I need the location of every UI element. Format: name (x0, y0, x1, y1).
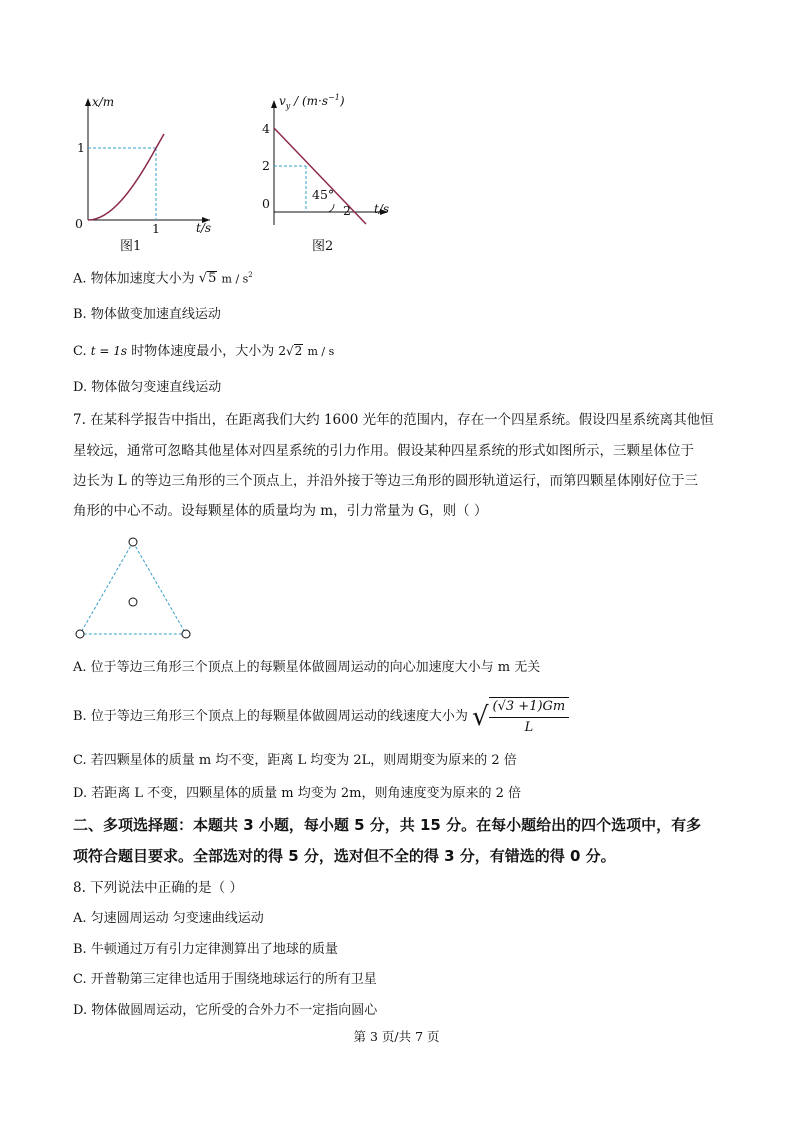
fig2-angle-arc (328, 204, 334, 212)
section2-line2: 项符合题目要求。全部选对的得 5 分，选对但不全的得 3 分，有错选的得 0 分。 (73, 847, 616, 865)
fig1-t-label: t/s (196, 221, 212, 235)
q7-b-fraction: $\frac{(√3 +1)Gm}{L}$ (489, 697, 570, 737)
q6-option-b[interactable]: B. 物体做变加速直线运动 (73, 307, 221, 322)
q7-stem-line3: 边长为 L 的等边三角形的三个顶点上，并沿外接于等边三角形的圆形轨道运行，而第四颗星体刚好位于三 (73, 473, 699, 489)
q7-star-left (76, 630, 84, 638)
fig1-origin: 0 (75, 216, 83, 231)
q7-option-b[interactable]: B. 位于等边三角形三个顶点上的每颗星体做圆周运动的线速度大小为 √ $\frac{(√3 +1)Gm}{L}$ (73, 697, 569, 737)
q7-triangle (80, 542, 186, 634)
q8-option-a[interactable]: A. 匀速圆周运动 匀变速曲线运动 (73, 911, 264, 926)
q6-option-c[interactable]: C. t = 1s 时物体速度最小，大小为 2√2 m / s (73, 344, 335, 359)
q8-option-d[interactable]: D. 物体做圆周运动，它所受的合外力不一定指向圆心 (73, 1003, 378, 1018)
fig2-line (274, 128, 366, 224)
q7-option-a[interactable]: A. 位于等边三角形三个顶点上的每颗星体做圆周运动的向心加速度大小与 m 无关 (73, 660, 541, 675)
q8-option-b[interactable]: B. 牛顿通过万有引力定律测算出了地球的质量 (73, 942, 338, 957)
q7-option-d[interactable]: D. 若距离 L 不变，四颗星体的质量 m 均变为 2m，则角速度变为原来的 2 倍 (73, 786, 521, 801)
fig2-caption: 图2 (312, 239, 334, 254)
fig2-tick-4: 4 (262, 121, 270, 136)
page-footer: 第 3 页/共 7 页 (353, 1029, 440, 1044)
fig2-v-arrow (271, 100, 277, 108)
q6-option-a[interactable]: A. 物体加速度大小为 √5 m / $s^2$ (73, 271, 253, 287)
fig1-curve (88, 134, 164, 220)
fig1-tick-x: 1 (152, 221, 160, 236)
fig1-tick-y: 1 (77, 140, 85, 155)
fig2-tick-0: 0 (262, 196, 270, 211)
figure-2-graph (258, 90, 408, 240)
fig2-tick-x2: 2 (343, 203, 351, 218)
fig2-t-label: t/s (374, 202, 390, 216)
fig1-x-arrow (85, 98, 91, 106)
q7-star-right (182, 630, 190, 638)
fig1-x-label: x/m (92, 95, 115, 109)
q7-option-c[interactable]: C. 若四颗星体的质量 m 均不变，距离 L 均变为 2L，则周期变为原来的 2 倍 (73, 753, 517, 768)
q8-option-c[interactable]: C. 开普勒第三定律也适用于围绕地球运行的所有卫星 (73, 972, 377, 987)
q7-stem-line1: 7. 在某科学报告中指出，在距离我们大约 1600 光年的范围内，存在一个四星系统。假设四星系统离其他恒 (73, 412, 714, 428)
q7-star-center (129, 598, 137, 606)
q7-star-top (129, 538, 137, 546)
q8-stem: 8. 下列说法中正确的是（ ） (73, 880, 243, 896)
q7-stem-line4: 角形的中心不动。设每颗星体的质量均为 m，引力常量为 G，则（ ） (73, 503, 488, 519)
fig2-v-label: $v_y / (m\cdot s^{-1})$ (279, 93, 345, 111)
fig1-caption: 图1 (120, 239, 142, 254)
q6-option-d[interactable]: D. 物体做匀变速直线运动 (73, 380, 222, 395)
fig2-angle-label: 45° (312, 187, 335, 202)
q7-triangle-figure (70, 534, 200, 642)
q7-stem-line2: 星较远，通常可忽略其他星体对四星系统的引力作用。假设某种四星系统的形式如图所示，三颗星体位于 (73, 443, 694, 459)
fig2-tick-2: 2 (262, 158, 270, 173)
section2-line1: 二、多项选择题：本题共 3 小题，每小题 5 分，共 15 分。在每小题给出的四个选项中，有多 (73, 816, 702, 834)
